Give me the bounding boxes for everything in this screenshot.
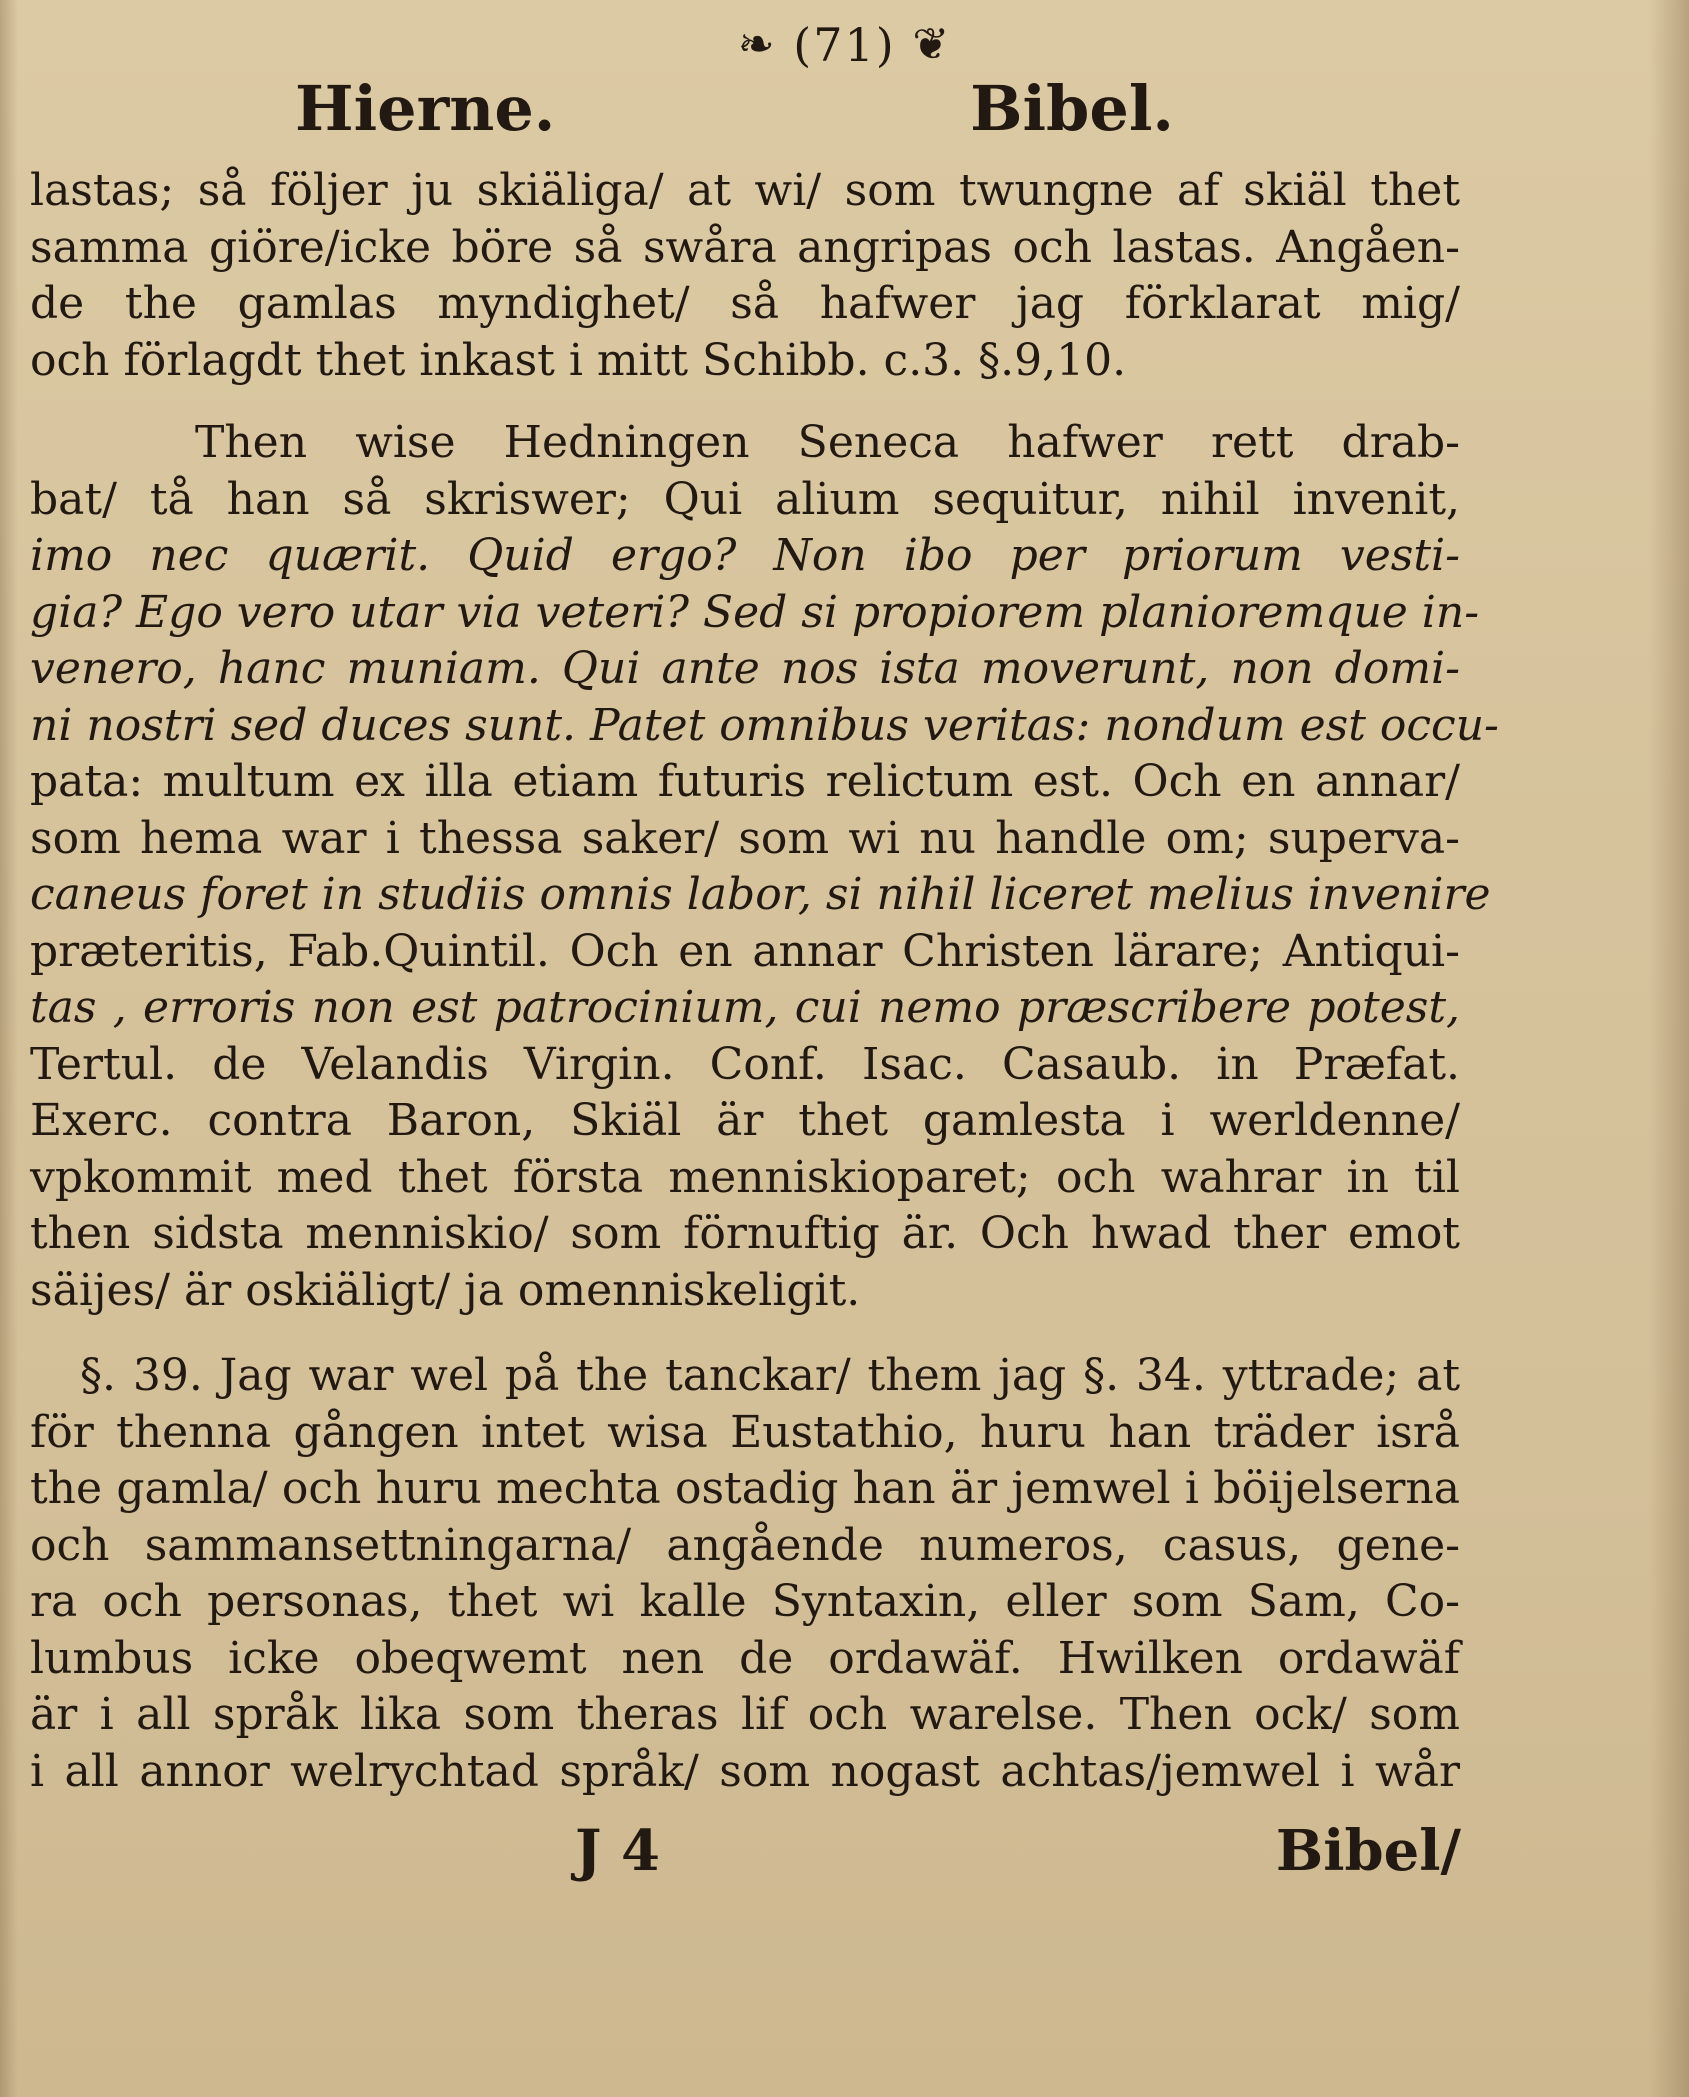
edge-shadow [1649, 0, 1689, 2097]
text-line: är i all språk lika som theras lif och warelse. Then ock/ som [30, 1689, 1460, 1740]
text-line: och förlagdt thet inkast i mitt Schibb. c.3. §.9,10. [30, 334, 1127, 386]
text-line: säijes/ är oskiäligt/ ja omenniskeligit. [30, 1264, 861, 1316]
text-line: then sidsta menniskio/ som förnuftig är. Och hwad ther emot [30, 1208, 1460, 1259]
text-line: §. 39. Jag war wel på the tanckar/ them jag §. 34. yttrade; at [80, 1350, 1460, 1401]
ornament-left-icon: ❧ [737, 19, 777, 70]
text-line: Exerc. contra Baron, Skiäl är thet gamlesta i werldenne/ [30, 1095, 1460, 1146]
signature-mark: J 4 [575, 1818, 660, 1884]
paragraph-2 [30, 415, 1499, 1319]
text-line: præteritis, Fab.Quintil. Och en annar Christen lärare; Antiqui- [30, 925, 1460, 977]
page-number: (71) [793, 18, 896, 72]
page-header [0, 18, 1689, 72]
gutter-shadow [0, 0, 18, 2097]
text-line: bat/ tå han så skriswer; Qui alium sequitur, nihil invenit, [30, 473, 1460, 525]
text-line: the gamla/ och huru mechta ostadig han är jemwel i böijelserna [30, 1463, 1460, 1514]
text-line: lastas; så följer ju skiäliga/ at wi/ som twungne af skiäl thet [30, 165, 1460, 216]
text-line: de the gamlas myndighet/ så hafwer jag förklarat mig/ [30, 278, 1460, 329]
paragraph-3 [30, 1348, 1460, 1800]
text-line: ra och personas, thet wi kalle Syntaxin, eller som Sam, Co- [30, 1576, 1460, 1627]
text-line: för thenna gången intet wisa Eustathio, huru han träder isrå [30, 1406, 1460, 1458]
ornament-right-icon: ❦ [912, 19, 952, 70]
text-line: imo nec quærit. Quid ergo? Non ibo per priorum vesti- [30, 530, 1460, 581]
running-head-left: Hierne. [295, 72, 556, 145]
text-line: Tertul. de Velandis Virgin. Conf. Isac. Casaub. in Præfat. [30, 1038, 1460, 1090]
text-line: Then wise Hedningen Seneca hafwer rett drab- [195, 417, 1460, 468]
running-head-right: Bibel. [970, 72, 1174, 145]
text-line: vpkommit med thet första menniskioparet; och wahrar in til [30, 1151, 1460, 1203]
paragraph-1 [30, 163, 1460, 389]
text-line: pata: multum ex illa etiam futuris relictum est. Och en annar/ [30, 756, 1460, 807]
text-line: gia? Ego vero utar via veteri? Sed si propiorem planioremque in- [30, 586, 1480, 638]
text-line: lumbus icke obeqwemt nen de ordawäf. Hwilken ordawäf [30, 1632, 1460, 1684]
text-line: caneus foret in studiis omnis labor, si nihil liceret melius invenire [30, 869, 1491, 920]
text-line: ni nostri sed duces sunt. Patet omnibus veritas: nondum est occu- [30, 699, 1499, 751]
text-line: i all annor welrychtad språk/ som nogast achtas/jemwel i wår [30, 1745, 1460, 1797]
text-line: venero, hanc muniam. Qui ante nos ista moverunt, non domi- [30, 643, 1460, 694]
text-line: samma giöre/icke böre så swåra angripas och lastas. Angåen- [30, 221, 1460, 273]
text-line: och sammansettningarna/ angående numeros, casus, gene- [30, 1519, 1460, 1571]
catchword: Bibel/ [1275, 1818, 1461, 1884]
text-line: tas , erroris non est patrocinium, cui nemo præscribere potest, [30, 982, 1460, 1033]
text-line: som hema war i thessa saker/ som wi nu handle om; superva- [30, 812, 1460, 864]
